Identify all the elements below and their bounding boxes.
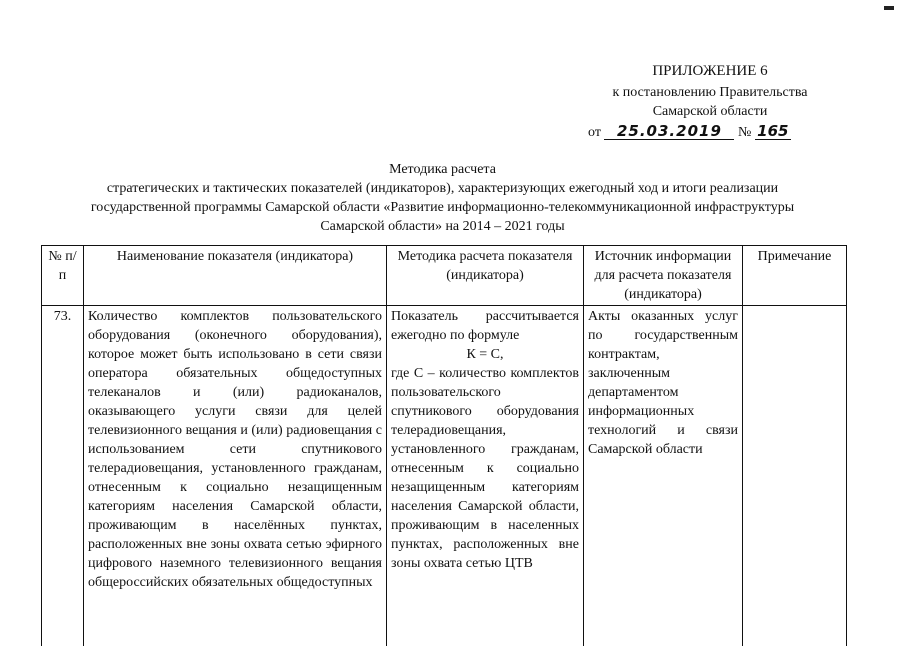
date-prefix: от [588, 125, 601, 140]
row-name: Количество комплектов пользовательского оборудования (оконечного оборудования), которое может быть использовано в сети связи оператора обязательных общедоступных телеканалов и (или) радиоканалов, оказывающего услуги связи для целей телевизионного вещания и (или) радиовещания с использованием сети спутникового телерадиовещания, установленного гражданам, отнесенным к социально незащищенным категориям населения Самарской области, проживающим в населённых пунктах, расположенных вне зоны охвата сетью эфирного цифрового наземного телевизионного вещания общероссийских обязательных общедоступных [84, 306, 387, 646]
appendix-title: ПРИЛОЖЕНИЕ 6 [652, 63, 768, 79]
table-row [42, 306, 847, 646]
method-formula: К = С, [466, 347, 504, 362]
method-text: где С – количество комплектов пользовательского спутникового оборудования телерадиовещания, установленного гражданам, отнесенным к социально незащищенным категориям населения Самарской области, проживающим в населенных пунктах, расположенных вне зоны охвата сетью ЦТВ [391, 366, 579, 571]
row-note [743, 306, 847, 646]
method-intro: Показатель рассчитывается ежегодно по формуле [391, 309, 579, 343]
header-name: Наименование показателя (индикатора) [84, 246, 387, 306]
appendix-date-number [560, 123, 860, 142]
row-source: Акты оказанных услуг по государственным контрактам, заключенным департаментом информационных технологий и связи Самарской области [584, 306, 743, 646]
number-prefix: № [737, 125, 752, 140]
title-line-3: государственной программы Самарской области «Развитие информационно-телекоммуникационной инфраструктуры [90, 200, 795, 215]
corner-mark [884, 6, 894, 10]
appendix-line-2: Самарской области [652, 104, 768, 119]
header-num: № п/п [42, 246, 84, 306]
title-line-2: стратегических и тактических показателей (индикаторов), характеризующих ежегодный ход и итоги реализации [106, 181, 779, 196]
indicator-table [41, 245, 847, 646]
appendix-block [560, 62, 860, 142]
header-source: Источник информации для расчета показателя (индикатора) [584, 246, 743, 306]
row-num: 73. [42, 306, 84, 646]
handwritten-number: 165 [755, 123, 791, 140]
title-line-4: Самарской области» на 2014 – 2021 годы [320, 219, 565, 234]
row-method [387, 306, 584, 646]
header-note: Примечание [743, 246, 847, 306]
table-header-row [42, 246, 847, 306]
document-title [40, 160, 845, 236]
title-line-1: Методика расчета [389, 162, 496, 177]
appendix-line-1: к постановлению Правительства [612, 85, 808, 100]
handwritten-date: 25.03.2019 [604, 123, 734, 140]
header-method: Методика расчета показателя (индикатора) [387, 246, 584, 306]
